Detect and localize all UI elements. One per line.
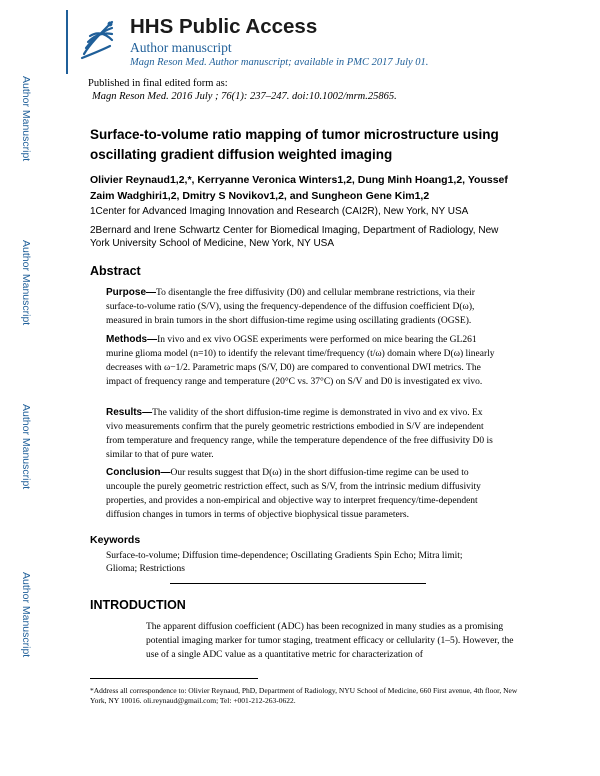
affiliation-2: 2Bernard and Irene Schwartz Center for Biomedical Imaging, Department of Radiology, New York University School of Medicine, New York, NY USA: [90, 225, 499, 249]
correspondence-footnote: *Address all correspondence to: Olivier Reynaud, PhD, Department of Radiology, NYU School of Medicine, 660 First avenue, 4th floor, New York, NY 10016. oli.reynaud@gmail.com; Tel: +001-212-263-0622.: [90, 686, 518, 705]
keywords-text: Surface-to-volume; Diffusion time-dependence; Oscillating Gradients Spin Echo; Mitra limit; Glioma; Restrictions: [106, 551, 463, 574]
purpose-label: Purpose—: [106, 287, 157, 298]
header-journal-line: Magn Reson Med. Author manuscript; available in PMC 2017 July 01.: [130, 57, 429, 68]
publication-line-1: Published in final edited form as:: [88, 78, 228, 89]
publication-line-2: Magn Reson Med. 2016 July ; 76(1): 237–247. doi:10.1002/mrm.25865.: [92, 91, 397, 102]
results-text: The validity of the short diffusion-time regime is demonstrated in vivo and ex vivo. Ex vivo measurements confirm that the purely geometric restrictions embodied in S/V are independent from temperature and frequency range, while the temperature dependence of the free diffusivity D0 is similar to that of pure water.: [106, 408, 493, 460]
header-divider: [66, 10, 68, 74]
footnote-divider: [90, 678, 258, 679]
sidebar-label-3: Author Manuscript: [20, 404, 32, 490]
sidebar-label-1: Author Manuscript: [20, 76, 32, 162]
abstract-methods: [106, 333, 496, 389]
abstract-purpose: [106, 286, 496, 328]
abstract-heading: Abstract: [90, 264, 141, 278]
introduction-heading: INTRODUCTION: [90, 598, 186, 612]
sidebar-label-2: Author Manuscript: [20, 240, 32, 326]
conclusion-text: Our results suggest that D(ω) in the short diffusion-time regime can be used to uncouple the purely geometric restriction effect, such as S/V, from the intrinsic medium diffusivity properties, and provides a non-empirical and objective way to interpret frequency/time-dependent diffusion changes in tumors in terms of objective biophysical tissue parameters.: [106, 468, 481, 520]
methods-text: In vivo and ex vivo OGSE experiments were performed on mice bearing the GL261 murine glioma model (n=10) to identify the relevant time/frequency (t/ω) domain where D(ω) linearly decreases with ω−1/2. Parametric maps (S/V, D0) are compared to conventional DWI metrics. The impact of frequency range and temperature (20°C vs. 37°C) on S/V and D0 is investigated ex vivo.: [106, 335, 495, 387]
results-label: Results—: [106, 407, 153, 418]
abstract-results: [106, 406, 496, 462]
sidebar-label-4: Author Manuscript: [20, 572, 32, 658]
abstract-conclusion: [106, 466, 496, 522]
hhs-eagle-logo-icon: [76, 14, 120, 62]
purpose-text: To disentangle the free diffusivity (D0) and cellular membrane restrictions, via their surface-to-volume ratio (S/V), using the frequency-dependence of the diffusion coefficient D(ω), measured in brain tumors in the short diffusion-time regime using oscillating gradients (OGSE).: [106, 288, 475, 326]
publication-info: [88, 77, 397, 103]
author-list: Olivier Reynaud1,2,*, Kerryanne Veronica Winters1,2, Dung Minh Hoang1,2, Youssef Zaim Wadghiri1,2, Dmitry S Novikov1,2, and Sungheon Gene Kim1,2: [90, 174, 508, 202]
affiliation-1: 1Center for Advanced Imaging Innovation and Research (CAI2R), New York, NY USA: [90, 206, 469, 217]
header-title: HHS Public Access: [130, 15, 318, 38]
header-subtitle: Author manuscript: [130, 40, 232, 55]
introduction-text: The apparent diffusion coefficient (ADC) has been recognized in many studies as a promising potential imaging marker for tumor staging, treatment efficacy or cellularity (1–5). However, the use of a single ADC value as a quantitative metric for characterization of: [146, 622, 514, 660]
keywords-heading: Keywords: [90, 534, 141, 546]
methods-label: Methods—: [106, 334, 158, 345]
conclusion-label: Conclusion—: [106, 467, 171, 478]
keywords-divider: [170, 583, 426, 584]
paper-title: Surface-to-volume ratio mapping of tumor microstructure using oscillating gradient diffusion weighted imaging: [90, 127, 499, 162]
